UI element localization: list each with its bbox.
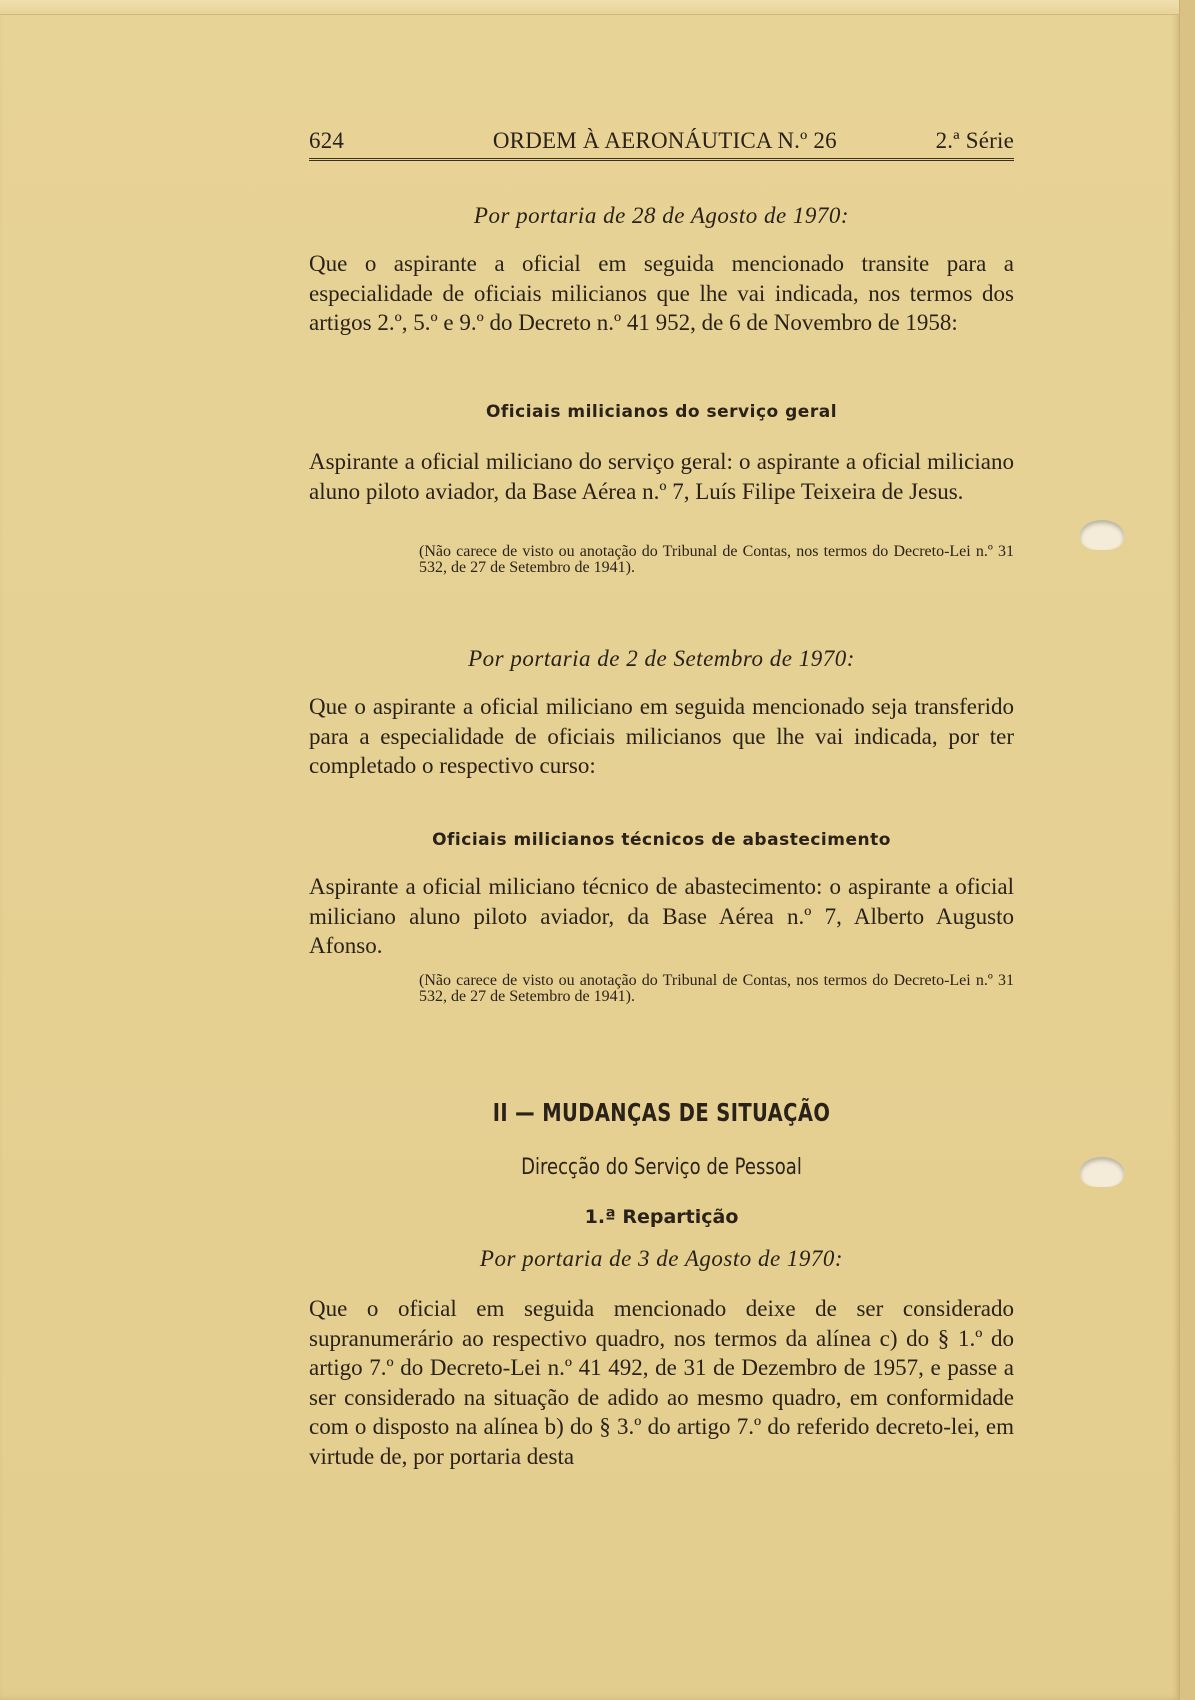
dateline-3: Por portaria de 3 de Agosto de 1970: [479,1246,844,1271]
series-label: 2.ª Série [935,128,1014,153]
punch-hole-lower [1080,1157,1124,1187]
chapter-heading: II — MUDANÇAS DE SITUAÇÃO [492,1098,831,1127]
paper-right-edge [1179,0,1195,1700]
section-title-1: Oficiais milicianos do serviço geral [485,402,838,422]
punch-hole-upper [1080,520,1124,550]
entry-paragraph-1: Aspirante a oficial miliciano do serviço geral: o aspirante a oficial miliciano aluno piloto aviador, da Base Aérea n.º 7, Luís Filipe Teixeira de Jesus. [309,449,1014,504]
dateline-2: Por portaria de 2 de Setembro de 1970: [468,646,855,671]
note-1: (Não carece de visto ou anotação do Tribunal de Contas, nos termos do Decreto-Lei n.º 31 532, de 27 de Setembro de 1941). [419,543,1014,576]
page-header [309,128,1014,161]
entry-paragraph-2: Aspirante a oficial miliciano técnico de abastecimento: o aspirante a oficial miliciano aluno piloto aviador, da Base Aérea n.º 7, Alberto Augusto Afonso. [309,874,1014,958]
page-number: 624 [309,128,345,153]
dateline-1: Por portaria de 28 de Agosto de 1970: [473,203,850,228]
repartition-heading: 1.ª Repartição [584,1206,739,1228]
intro-paragraph-1: Que o aspirante a oficial em seguida mencionado transite para a especialidade de oficiais milicianos que lhe vai indicada, nos termos dos artigos 2.º, 5.º e 9.º do Decreto n.º 41 952, de 6 de Novembro de 1958: [309,251,1014,335]
intro-paragraph-2: Que o aspirante a oficial miliciano em seguida mencionado seja transferido para a especialidade de oficiais milicianos que lhe vai indicada, por ter completado o respectivo curso: [309,694,1014,778]
body-paragraph-3: Que o oficial em seguida mencionado deixe de ser considerado supranumerário ao respectivo quadro, nos termos da alínea c) do § 1.º do artigo 7.º do Decreto-Lei n.º 41 492, de 31 de Dezembro de 1957, e passe a ser considerado na situação de adido ao mesmo quadro, em conformidade com o disposto na alínea b) do § 3.º do artigo 7.º do referido decreto-lei, em virtude de, por portaria desta [309,1296,1014,1469]
section-title-2: Oficiais milicianos técnicos de abastecimento [432,830,891,850]
document-page [309,128,1014,1469]
directorate-heading: Direcção do Serviço de Pessoal [521,1155,802,1180]
note-2: (Não carece de visto ou anotação do Tribunal de Contas, nos termos do Decreto-Lei n.º 31 532, de 27 de Setembro de 1941). [419,972,1014,1005]
paper-top-edge [0,0,1180,15]
publication-title: ORDEM À AERONÁUTICA N.º 26 [492,128,837,153]
